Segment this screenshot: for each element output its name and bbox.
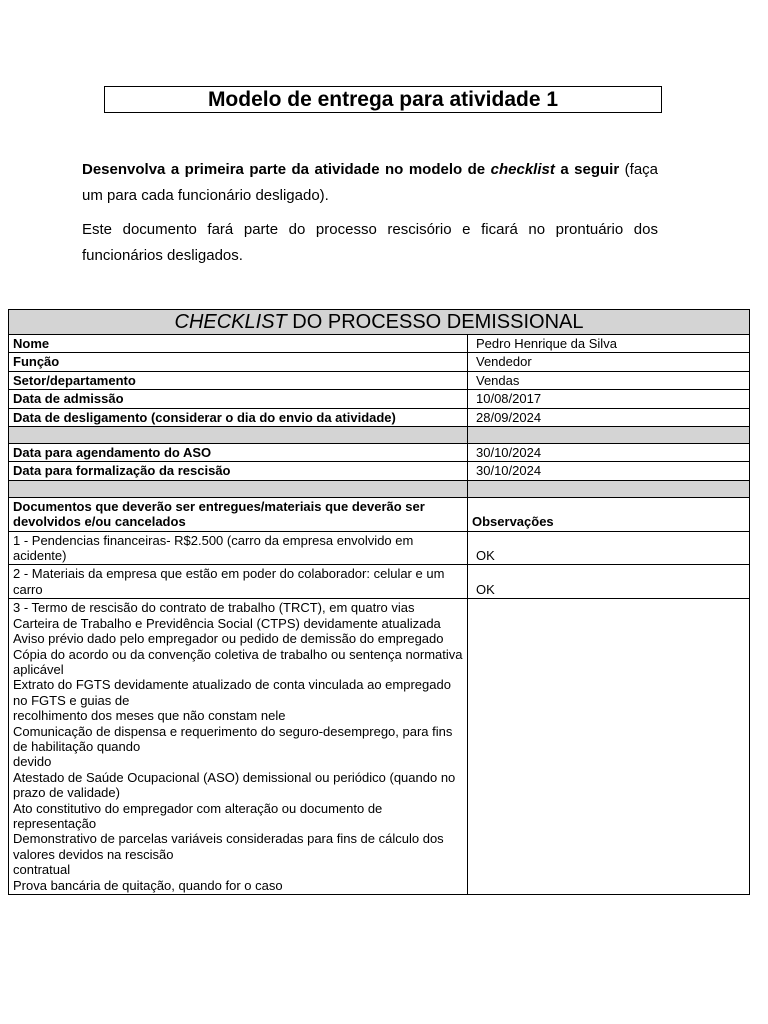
field-value: 30/10/2024	[468, 462, 750, 480]
checklist-title-italic: CHECKLIST	[174, 311, 287, 333]
list-item: Aviso prévio dado pelo empregador ou pedido de demissão do empregado	[13, 631, 444, 647]
instruction-paragraph-1	[82, 157, 658, 209]
field-value: 10/08/2017	[468, 390, 750, 408]
table-row	[9, 390, 750, 408]
list-item: Demonstrativo de parcelas variáveis consideradas para fins de cálculo dos valores devidos na rescisão	[13, 831, 444, 862]
list-item: contratual	[13, 862, 71, 878]
list-item: Extrato do FGTS devidamente atualizado de conta vinculada ao empregado no FGTS e guias de	[13, 677, 451, 708]
docs-header: Documentos que deverão ser entregues/materiais que deverão ser devolvidos e/ou cancelados	[9, 497, 468, 531]
checklist-title-row	[9, 310, 750, 335]
instruction-paragraph-2: Este documento fará parte do processo rescisório e ficará no prontuário dos funcionários desligados.	[82, 221, 658, 264]
obs-header: Observações	[468, 497, 750, 531]
table-row	[9, 353, 750, 371]
list-item: devido	[13, 754, 52, 770]
instruction-bold-a: Desenvolva a primeira parte da atividade no modelo de	[82, 161, 491, 178]
table-row	[9, 565, 750, 599]
item-obs: OK	[468, 531, 750, 565]
field-label: Data para agendamento do ASO	[9, 444, 468, 462]
item-obs: OK	[468, 565, 750, 599]
field-label: Data de admissão	[9, 390, 468, 408]
table-row	[9, 408, 750, 426]
field-value: Vendedor	[468, 353, 750, 371]
instruction-bold-b: a seguir	[554, 161, 620, 178]
item-3-list	[9, 599, 468, 895]
item-text: 1 - Pendencias financeiras- R$2.500 (carro da empresa envolvido em acidente)	[9, 531, 468, 565]
table-row	[9, 371, 750, 389]
item-obs	[468, 599, 750, 895]
table-row	[9, 462, 750, 480]
separator-row	[9, 427, 750, 444]
field-value: 30/10/2024	[468, 444, 750, 462]
field-label: Data para formalização da rescisão	[9, 462, 468, 480]
field-label: Data de desligamento (considerar o dia do envio da atividade)	[9, 408, 468, 426]
list-item: Atestado de Saúde Ocupacional (ASO) demissional ou periódico (quando no prazo de validade)	[13, 769, 456, 801]
list-item: Prova bancária de quitação, quando for o caso	[13, 877, 283, 893]
field-value: Pedro Henrique da Silva	[468, 335, 750, 353]
list-item: Carteira de Trabalho e Previdência Social (CTPS) devidamente atualizada	[13, 615, 441, 631]
docs-header-row	[9, 497, 750, 531]
list-item: Cópia do acordo ou da convenção coletiva de trabalho ou sentença normativa aplicável	[13, 646, 463, 677]
checklist-table	[8, 309, 750, 895]
checklist-title-rest: DO PROCESSO DEMISSIONAL	[286, 311, 584, 333]
instructions	[82, 157, 658, 277]
separator-cell	[468, 480, 750, 497]
field-value: Vendas	[468, 371, 750, 389]
list-item: recolhimento dos meses que não constam nele	[13, 708, 286, 724]
list-item: 3 - Termo de rescisão do contrato de trabalho (TRCT), em quatro vias	[13, 600, 415, 616]
list-item: Ato constitutivo do empregador com alteração ou documento de representação	[13, 800, 383, 831]
field-label: Função	[9, 353, 468, 371]
table-row	[9, 599, 750, 895]
separator-row	[9, 480, 750, 497]
instruction-rest: (faça um para cada funcionário desligado).	[82, 161, 659, 204]
field-label: Nome	[9, 335, 468, 353]
field-value: 28/09/2024	[468, 408, 750, 426]
table-row	[9, 335, 750, 353]
instruction-italic: checklist	[490, 161, 555, 178]
item-text: 2 - Materiais da empresa que estão em poder do colaborador: celular e um carro	[9, 565, 468, 599]
checklist-title	[9, 310, 750, 335]
separator-cell	[468, 427, 750, 444]
separator-cell	[9, 480, 468, 497]
field-label: Setor/departamento	[9, 371, 468, 389]
list-item: Comunicação de dispensa e requerimento do seguro-desemprego, para fins de habilitação quando	[13, 723, 453, 754]
table-row	[9, 531, 750, 565]
separator-cell	[9, 427, 468, 444]
page-title: Modelo de entrega para atividade 1	[104, 86, 662, 113]
table-row	[9, 444, 750, 462]
